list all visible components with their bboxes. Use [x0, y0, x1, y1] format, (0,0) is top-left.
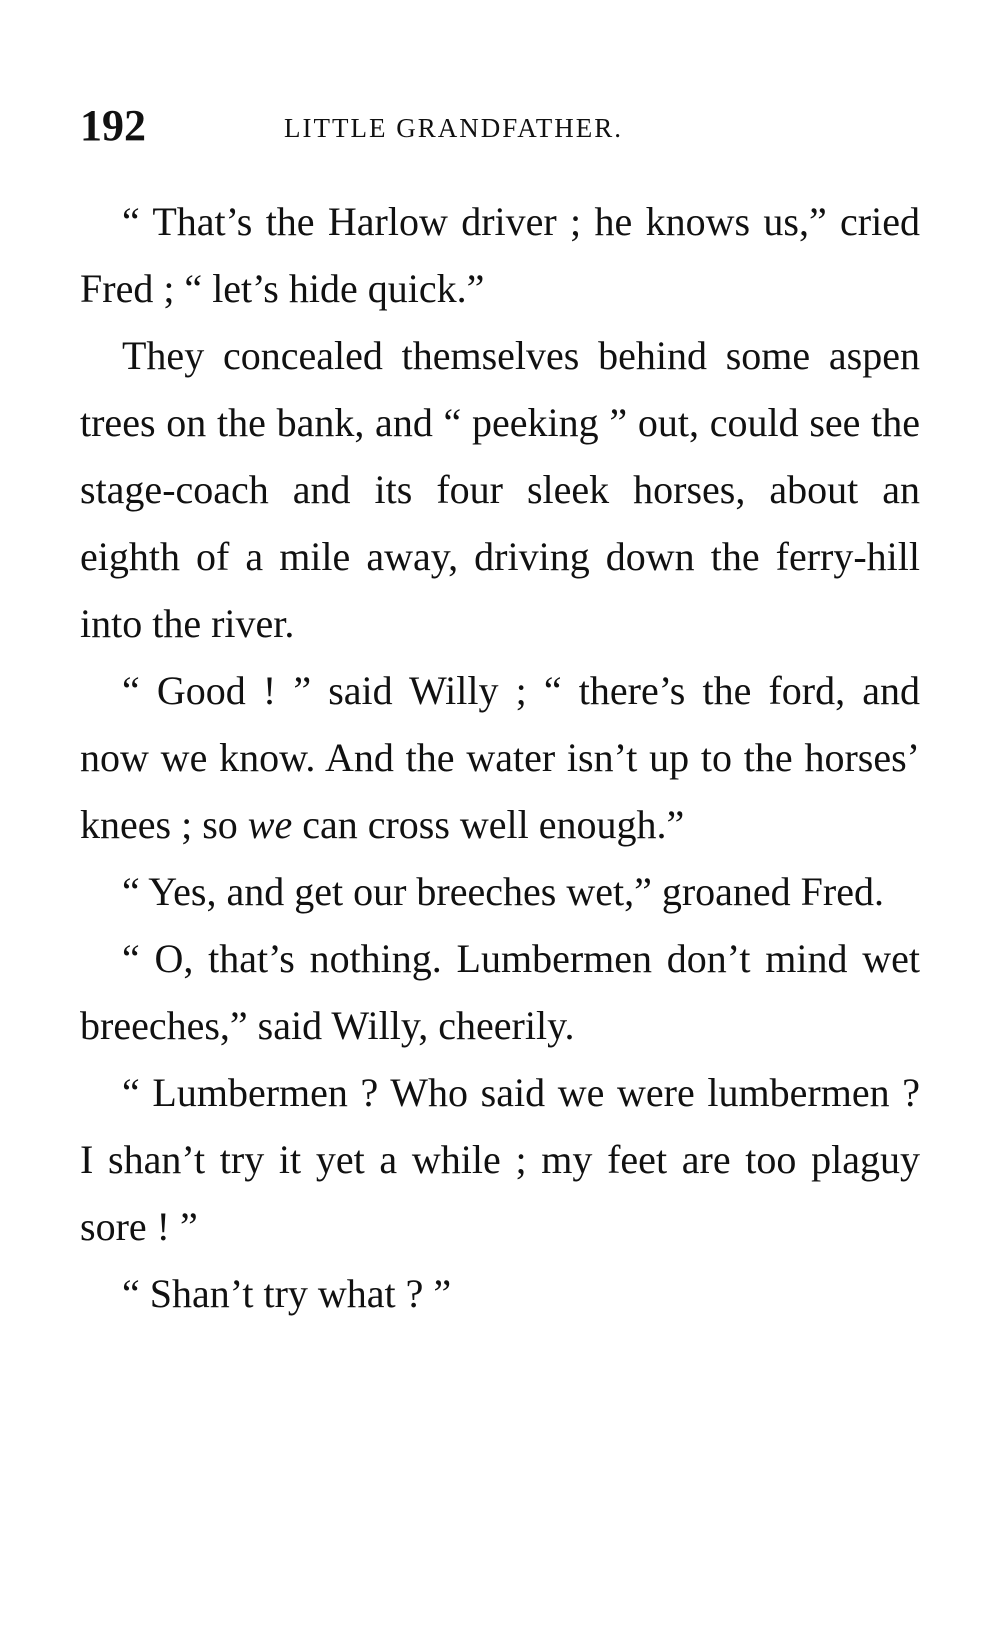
- page-number: 192: [80, 101, 146, 150]
- page-header: [80, 96, 920, 156]
- paragraph-text-continued: can cross well enough.”: [292, 802, 685, 847]
- paragraph: “ O, that’s nothing. Lumbermen don’t mind wet breeches,” said Willy, cheerily.: [80, 936, 920, 1048]
- paragraph: “ Yes, and get our breeches wet,” groaned Fred.: [122, 869, 884, 914]
- paragraph: [80, 657, 920, 858]
- running-title: LITTLE GRANDFATHER.: [284, 113, 623, 143]
- paragraph: “ Shan’t try what ? ”: [122, 1271, 452, 1316]
- paragraph-text: “ Good ! ” said Willy ; “ there’s the ford, and now we know. And the water isn’t up to the horses’ knees ; so: [80, 668, 920, 847]
- body-text: [80, 188, 920, 1327]
- paragraph: “ That’s the Harlow driver ; he knows us,” cried Fred ; “ let’s hide quick.”: [80, 199, 920, 311]
- paragraph: They concealed themselves behind some aspen trees on the bank, and “ peeking ” out, could see the stage-coach and its four sleek horses, about an eighth of a mile away, driving down the ferry-hill into the river.: [80, 333, 920, 646]
- italic-emphasis: we: [247, 802, 293, 847]
- paragraph: “ Lumbermen ? Who said we were lumbermen ? I shan’t try it yet a while ; my feet are too plaguy sore ! ”: [80, 1070, 920, 1249]
